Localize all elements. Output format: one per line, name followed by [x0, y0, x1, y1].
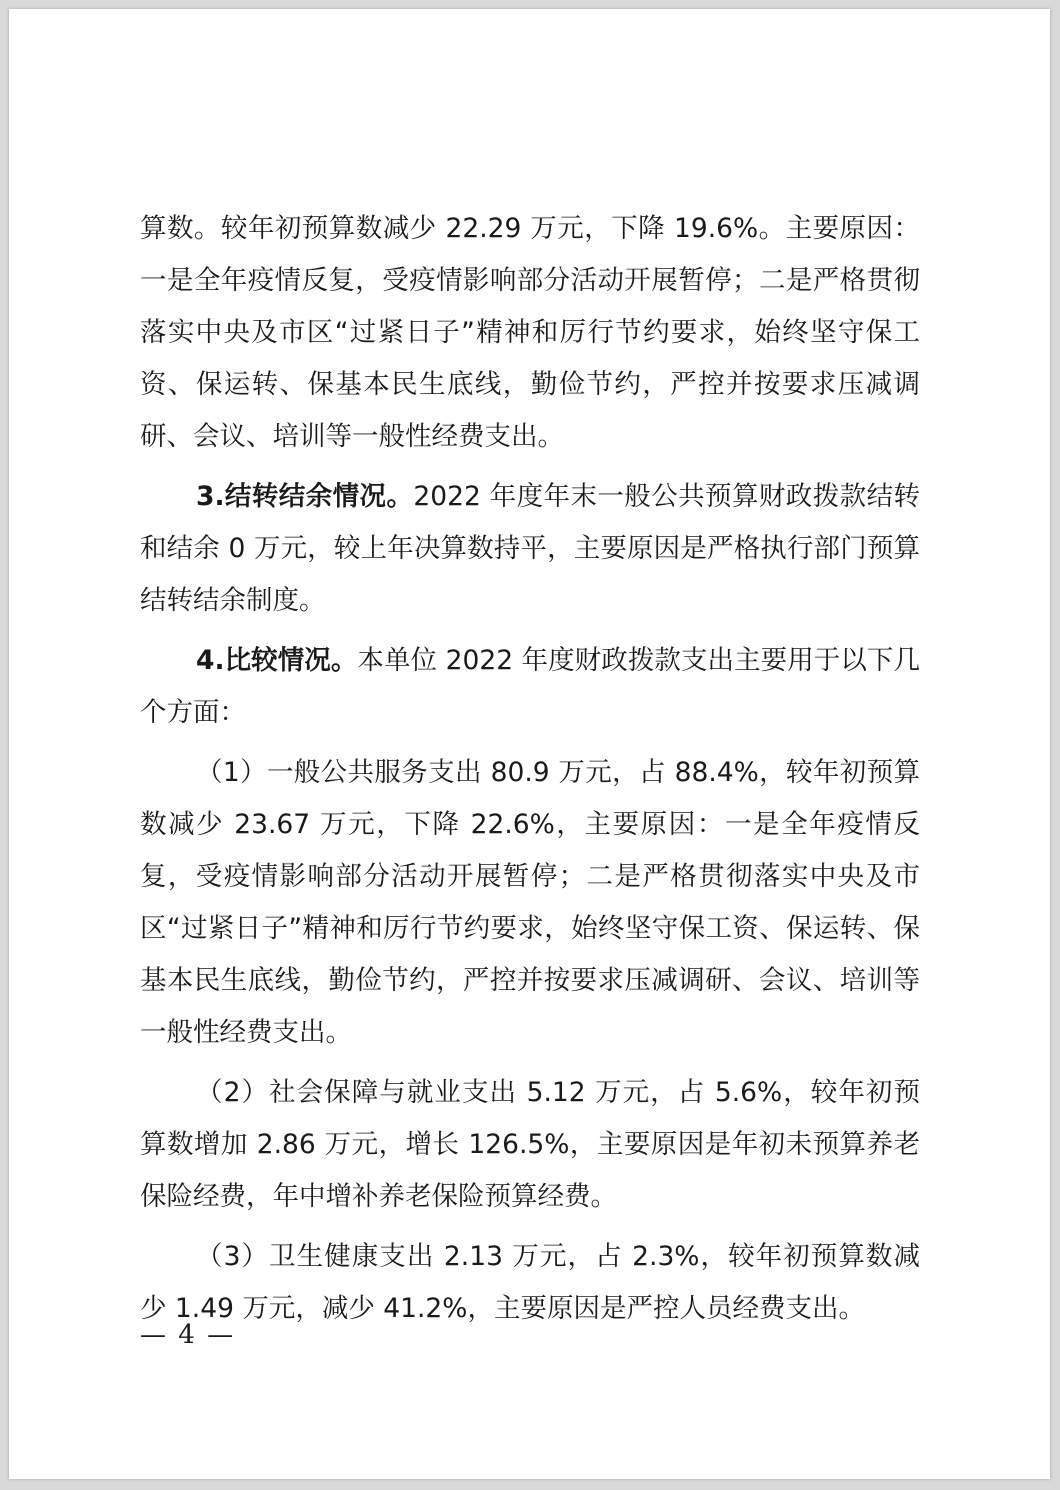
body-text — [140, 203, 920, 1335]
paragraph-item-2: （2）社会保障与就业支出 5.12 万元，占 5.6%，较年初预算数增加 2.86 万元，增长 126.5%，主要原因是年初未预算养老保险经费，年中增补养老保险预算经费。 — [140, 1077, 920, 1212]
document-page — [9, 9, 1050, 1479]
paragraph-comparison — [140, 635, 920, 739]
paragraph-item-1: （1）一般公共服务支出 80.9 万元，占 88.4%，较年初预算数减少 23.67 万元，下降 22.6%，主要原因：一是全年疫情反复，受疫情影响部分活动开展暂停；二是严格贯彻落实中央及市区“过紧日子”精神和厉行节约要求，始终坚守保工资、保运转、保基本民生底线，勤俭节约，严控并按要求压减调研、会议、培训等一般性经费支出。 — [140, 757, 920, 1048]
paragraph-continuation: 算数。较年初预算数减少 22.29 万元，下降 19.6%。主要原因：一是全年疫情反复，受疫情影响部分活动开展暂停；二是严格贯彻落实中央及市区“过紧日子”精神和厉行节约要求，始终坚守保工资、保运转、保基本民生底线，勤俭节约，严控并按要求压减调研、会议、培训等一般性经费支出。 — [140, 213, 920, 452]
paragraph-item-3: （3）卫生健康支出 2.13 万元，占 2.3%，较年初预算数减少 1.49 万元，减少 41.2%，主要原因是严控人员经费支出。 — [140, 1241, 920, 1324]
paragraph-comparison-body: 本单位 2022 年度财政拨款支出主要用于以下几个方面： — [140, 645, 920, 728]
paragraph-carryover-body: 2022 年度年末一般公共预算财政拨款结转和结余 0 万元，较上年决算数持平，主要原因是严格执行部门预算结转结余制度。 — [140, 481, 920, 616]
page-number: — 4 — — [140, 1320, 236, 1350]
section-heading-comparison: 4.比较情况。 — [196, 645, 358, 676]
paragraph-carryover — [140, 471, 920, 627]
section-heading-carryover: 3.结转结余情况。 — [196, 481, 414, 512]
